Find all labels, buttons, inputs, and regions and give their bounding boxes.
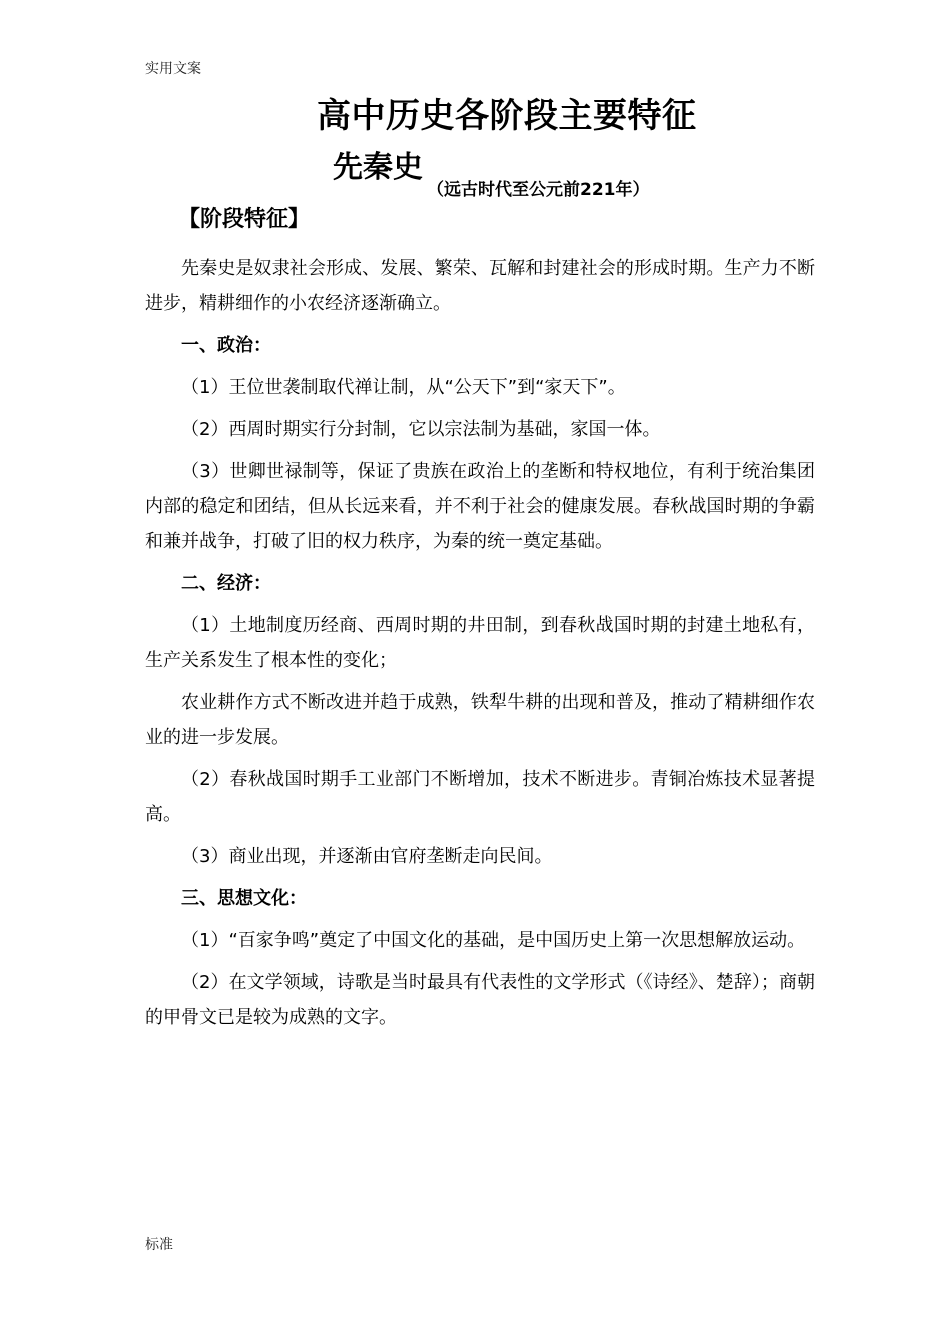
section-title: 先秦史 (333, 150, 423, 185)
economy-point-2: （2）春秋战国时期手工业部门不断增加，技术不断进步。青铜冶炼技术显著提高。 (145, 769, 815, 825)
economy-point-3: （3）商业出现，并逐渐由官府垄断走向民间。 (181, 846, 553, 867)
document-title: 高中历史各阶段主要特征 (317, 96, 697, 136)
politics-point-2: （2）西周时期实行分封制，它以宗法制为基础，家国一体。 (181, 419, 661, 440)
intro-paragraph: 先秦史是奴隶社会形成、发展、繁荣、瓦解和封建社会的形成时期。生产力不断进步，精耕细作的小农经济逐渐确立。 (145, 258, 815, 314)
culture-point-2: （2）在文学领域，诗歌是当时最具有代表性的文学形式（《诗经》、楚辞）；商朝的甲骨文已是较为成熟的文字。 (145, 972, 815, 1028)
document-body (145, 251, 815, 1042)
economy-agriculture-paragraph: 农业耕作方式不断改进并趋于成熟，铁犁牛耕的出现和普及，推动了精耕细作农业的进一步发展。 (145, 692, 815, 748)
culture-point-1: （1）“百家争鸣”奠定了中国文化的基础，是中国历史上第一次思想解放运动。 (181, 930, 806, 951)
economy-point-1: （1）土地制度历经商、西周时期的井田制，到春秋战国时期的封建土地私有，生产关系发生了根本性的变化； (145, 615, 815, 671)
economy-heading: 二、经济： (181, 573, 271, 594)
section-subtitle: （远古时代至公元前221年） (427, 180, 650, 200)
page-footer-label: 标准 (145, 1237, 173, 1253)
politics-point-3: （3）世卿世禄制等，保证了贵族在政治上的垄断和特权地位，有利于统治集团内部的稳定和团结，但从长远来看，并不利于社会的健康发展。春秋战国时期的争霸和兼并战争，打破了旧的权力秩序，为秦的统一奠定基础。 (145, 461, 815, 552)
page-header-label: 实用文案 (145, 61, 201, 77)
stage-features-heading: 【阶段特征】 (178, 207, 311, 232)
culture-heading: 三、思想文化： (181, 888, 307, 909)
section-title-row (333, 142, 650, 200)
politics-point-1: （1）王位世袭制取代禅让制，从“公天下”到“家天下”。 (181, 377, 626, 398)
politics-heading: 一、政治： (181, 335, 271, 356)
